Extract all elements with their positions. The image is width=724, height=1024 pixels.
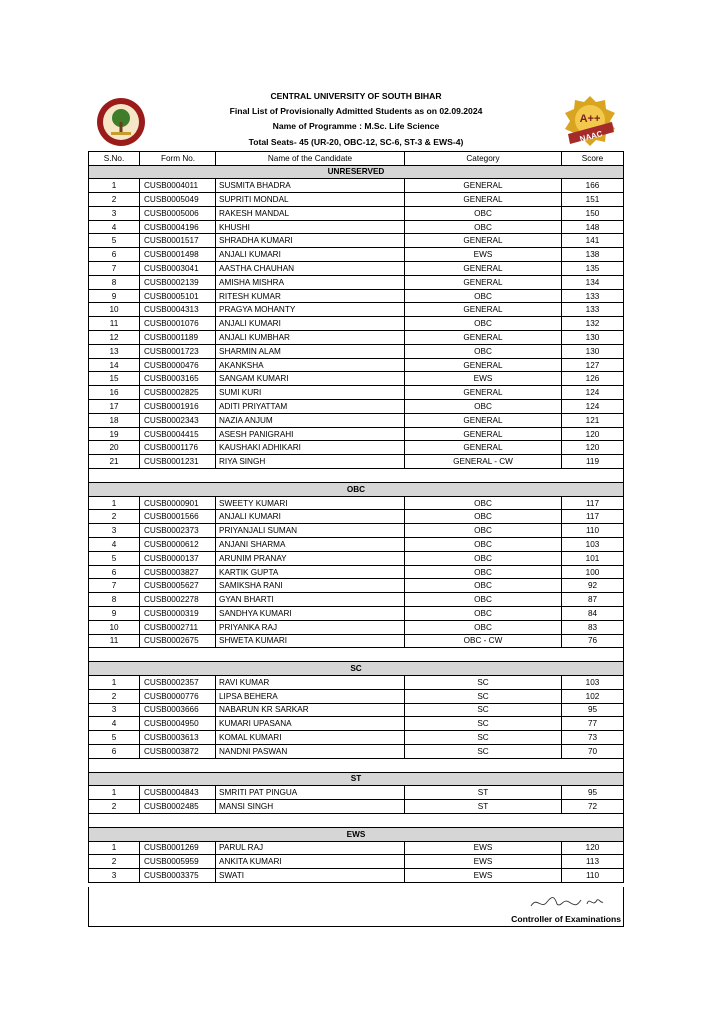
cell-form-no: CUSB0001189 [140,331,216,345]
cell-form-no: CUSB0000476 [140,358,216,372]
cell-form-no: CUSB0002711 [140,620,216,634]
signature-block [88,887,624,927]
blank-spacer-row [89,758,624,772]
column-header-form-no: Form No. [140,152,216,166]
cell-score: 101 [562,551,624,565]
cell-form-no: CUSB0002373 [140,524,216,538]
cell-score: 87 [562,593,624,607]
cell-candidate-name: RIYA SINGH [216,455,405,469]
cell-category: ST [405,786,562,800]
cell-sno: 1 [89,179,140,193]
cell-candidate-name: NABARUN KR SARKAR [216,703,405,717]
cell-category: GENERAL [405,234,562,248]
cell-candidate-name: GYAN BHARTI [216,593,405,607]
cell-score: 150 [562,206,624,220]
table-row [89,841,624,855]
cell-category: OBC [405,607,562,621]
cell-form-no: CUSB0001269 [140,841,216,855]
cell-score: 138 [562,248,624,262]
cell-sno: 2 [89,510,140,524]
naac-grade-text: A++ [579,113,601,125]
cell-sno: 1 [89,786,140,800]
cell-category: GENERAL [405,179,562,193]
cell-score: 120 [562,841,624,855]
cell-sno: 3 [89,869,140,883]
table-row [89,386,624,400]
cell-sno: 13 [89,344,140,358]
cell-score: 119 [562,455,624,469]
cell-score: 70 [562,744,624,758]
table-row [89,869,624,883]
cell-category: GENERAL [405,441,562,455]
cell-candidate-name: KAUSHAKI ADHIKARI [216,441,405,455]
cell-score: 77 [562,717,624,731]
cell-category: OBC [405,289,562,303]
cell-category: SC [405,675,562,689]
cell-score: 95 [562,786,624,800]
cell-score: 103 [562,675,624,689]
cell-category: GENERAL [405,262,562,276]
cell-sno: 15 [89,372,140,386]
cell-candidate-name: AASTHA CHAUHAN [216,262,405,276]
cell-category: OBC [405,551,562,565]
cell-candidate-name: SWEETY KUMARI [216,496,405,510]
cell-score: 113 [562,855,624,869]
table-row [89,234,624,248]
cell-category: SC [405,703,562,717]
spacer-cell [89,648,624,662]
table-row [89,717,624,731]
cell-form-no: CUSB0001723 [140,344,216,358]
cell-category: ST [405,800,562,814]
cell-score: 72 [562,800,624,814]
cell-sno: 2 [89,855,140,869]
cell-sno: 5 [89,731,140,745]
cell-sno: 7 [89,262,140,276]
table-row [89,275,624,289]
cell-form-no: CUSB0000901 [140,496,216,510]
cell-category: EWS [405,248,562,262]
cell-candidate-name: SHWETA KUMARI [216,634,405,648]
table-row [89,593,624,607]
cell-category: GENERAL [405,331,562,345]
cell-category: SC [405,689,562,703]
table-row [89,455,624,469]
table-row [89,289,624,303]
cell-score: 76 [562,634,624,648]
cell-candidate-name: ASESH PANIGRAHI [216,427,405,441]
signature-image [527,890,607,912]
cell-candidate-name: PARUL RAJ [216,841,405,855]
cell-category: GENERAL [405,413,562,427]
cell-candidate-name: SANGAM KUMARI [216,372,405,386]
list-title: Final List of Provisionally Admitted Students as on 02.09.2024 [229,106,483,116]
cell-form-no: CUSB0001916 [140,400,216,414]
cell-score: 130 [562,331,624,345]
table-row [89,427,624,441]
cell-candidate-name: SHRADHA KUMARI [216,234,405,248]
cell-category: GENERAL [405,193,562,207]
cell-category: OBC [405,400,562,414]
cell-category: OBC [405,524,562,538]
cell-candidate-name: AMISHA MISHRA [216,275,405,289]
section-title: SC [89,662,624,676]
column-header-score: Score [562,152,624,166]
cell-score: 103 [562,538,624,552]
cell-sno: 8 [89,275,140,289]
blank-spacer-row [89,813,624,827]
cell-sno: 5 [89,234,140,248]
cell-score: 120 [562,441,624,455]
cell-form-no: CUSB0001076 [140,317,216,331]
cell-candidate-name: SHARMIN ALAM [216,344,405,358]
table-row [89,786,624,800]
cell-candidate-name: ANKITA KUMARI [216,855,405,869]
cell-form-no: CUSB0005627 [140,579,216,593]
admission-list-table [88,151,624,883]
blank-spacer-row [89,648,624,662]
cell-candidate-name: NAZIA ANJUM [216,413,405,427]
table-row [89,538,624,552]
cell-form-no: CUSB0004196 [140,220,216,234]
cell-sno: 3 [89,206,140,220]
table-row [89,331,624,345]
cell-candidate-name: NANDNI PASWAN [216,744,405,758]
table-row [89,303,624,317]
cell-sno: 6 [89,248,140,262]
cell-form-no: CUSB0004415 [140,427,216,441]
section-title: UNRESERVED [89,165,624,179]
cell-candidate-name: SWATI [216,869,405,883]
cell-score: 83 [562,620,624,634]
cell-score: 141 [562,234,624,248]
cell-category: GENERAL [405,427,562,441]
cell-sno: 17 [89,400,140,414]
cell-score: 124 [562,386,624,400]
cell-score: 134 [562,275,624,289]
cell-sno: 10 [89,303,140,317]
cell-form-no: CUSB0003827 [140,565,216,579]
cell-candidate-name: ANJALI KUMARI [216,510,405,524]
cell-category: OBC [405,620,562,634]
cell-sno: 2 [89,193,140,207]
cell-candidate-name: MANSI SINGH [216,800,405,814]
cell-score: 133 [562,289,624,303]
cell-score: 126 [562,372,624,386]
table-row [89,551,624,565]
cell-sno: 21 [89,455,140,469]
cell-score: 84 [562,607,624,621]
cell-form-no: CUSB0003666 [140,703,216,717]
table-row [89,620,624,634]
spacer-cell [89,758,624,772]
cell-candidate-name: SMRITI PAT PINGUA [216,786,405,800]
section-title: OBC [89,482,624,496]
table-row [89,413,624,427]
cell-category: SC [405,731,562,745]
cell-form-no: CUSB0004313 [140,303,216,317]
cell-form-no: CUSB0005101 [140,289,216,303]
cell-category: EWS [405,855,562,869]
cell-score: 120 [562,427,624,441]
cell-category: SC [405,717,562,731]
cell-score: 127 [562,358,624,372]
cell-form-no: CUSB0005049 [140,193,216,207]
cell-form-no: CUSB0000776 [140,689,216,703]
cell-category: OBC [405,317,562,331]
cell-sno: 1 [89,675,140,689]
cell-candidate-name: ANJALI KUMBHAR [216,331,405,345]
table-row [89,634,624,648]
cell-sno: 9 [89,289,140,303]
cell-form-no: CUSB0002485 [140,800,216,814]
cell-form-no: CUSB0001517 [140,234,216,248]
cell-sno: 16 [89,386,140,400]
cell-form-no: CUSB0004011 [140,179,216,193]
cell-candidate-name: SUPRITI MONDAL [216,193,405,207]
table-row [89,496,624,510]
cell-category: GENERAL [405,275,562,289]
cell-form-no: CUSB0005006 [140,206,216,220]
cell-candidate-name: RAVI KUMAR [216,675,405,689]
cell-candidate-name: KOMAL KUMARI [216,731,405,745]
cell-form-no: CUSB0002825 [140,386,216,400]
cell-sno: 7 [89,579,140,593]
cell-category: OBC [405,510,562,524]
cell-sno: 3 [89,703,140,717]
cell-category: OBC [405,565,562,579]
cell-candidate-name: ARUNIM PRANAY [216,551,405,565]
cell-candidate-name: KARTIK GUPTA [216,565,405,579]
cell-sno: 11 [89,317,140,331]
cell-category: OBC [405,220,562,234]
programme-name: Name of Programme : M.Sc. Life Science [272,121,440,131]
cell-form-no: CUSB0001498 [140,248,216,262]
cell-score: 110 [562,869,624,883]
cell-sno: 5 [89,551,140,565]
cell-candidate-name: AKANKSHA [216,358,405,372]
cell-candidate-name: ANJANI SHARMA [216,538,405,552]
cell-score: 117 [562,510,624,524]
cell-form-no: CUSB0001231 [140,455,216,469]
cell-form-no: CUSB0003375 [140,869,216,883]
cell-score: 121 [562,413,624,427]
table-row [89,317,624,331]
cell-score: 151 [562,193,624,207]
university-name: CENTRAL UNIVERSITY OF SOUTH BIHAR [270,91,442,101]
table-row [89,400,624,414]
cell-sno: 1 [89,496,140,510]
cell-form-no: CUSB0002357 [140,675,216,689]
section-header-row [89,165,624,179]
cell-form-no: CUSB0000612 [140,538,216,552]
cell-score: 92 [562,579,624,593]
section-header-row [89,827,624,841]
table-header-row [89,152,624,166]
table-row [89,441,624,455]
cell-score: 148 [562,220,624,234]
table-body [89,165,624,882]
cell-score: 73 [562,731,624,745]
cell-candidate-name: RAKESH MANDAL [216,206,405,220]
cell-category: OBC [405,496,562,510]
section-header-row [89,772,624,786]
cell-category: OBC [405,206,562,220]
cell-candidate-name: RITESH KUMAR [216,289,405,303]
cell-category: OBC [405,593,562,607]
table-row [89,179,624,193]
cell-sno: 6 [89,565,140,579]
cell-sno: 12 [89,331,140,345]
cell-sno: 4 [89,538,140,552]
table-row [89,206,624,220]
cell-score: 135 [562,262,624,276]
cell-candidate-name: SAMIKSHA RANI [216,579,405,593]
cell-form-no: CUSB0003613 [140,731,216,745]
cell-category: OBC [405,538,562,552]
cell-candidate-name: PRAGYA MOHANTY [216,303,405,317]
cell-candidate-name: KHUSHI [216,220,405,234]
controller-of-examinations: Controller of Examinations [511,914,621,924]
cell-score: 102 [562,689,624,703]
cell-form-no: CUSB0000137 [140,551,216,565]
table-row [89,262,624,276]
table-row [89,855,624,869]
table-row [89,689,624,703]
cell-sno: 2 [89,800,140,814]
cell-form-no: CUSB0003165 [140,372,216,386]
cell-candidate-name: PRIYANKA RAJ [216,620,405,634]
cell-sno: 6 [89,744,140,758]
cell-candidate-name: SUSMITA BHADRA [216,179,405,193]
cell-sno: 9 [89,607,140,621]
section-header-row [89,662,624,676]
cell-sno: 4 [89,717,140,731]
cell-candidate-name: ANJALI KUMARI [216,248,405,262]
cell-sno: 10 [89,620,140,634]
cell-sno: 19 [89,427,140,441]
cell-category: OBC [405,579,562,593]
cell-candidate-name: SANDHYA KUMARI [216,607,405,621]
cell-form-no: CUSB0003872 [140,744,216,758]
cell-category: EWS [405,841,562,855]
section-title: EWS [89,827,624,841]
cell-form-no: CUSB0000319 [140,607,216,621]
cell-candidate-name: PRIYANJALI SUMAN [216,524,405,538]
cell-category: EWS [405,372,562,386]
cell-form-no: CUSB0003041 [140,262,216,276]
cell-form-no: CUSB0002139 [140,275,216,289]
cell-form-no: CUSB0001566 [140,510,216,524]
cell-candidate-name: SUMI KURI [216,386,405,400]
cell-score: 124 [562,400,624,414]
cell-form-no: CUSB0001176 [140,441,216,455]
table-row [89,800,624,814]
column-header-category: Category [405,152,562,166]
table-row [89,675,624,689]
cell-score: 100 [562,565,624,579]
spacer-cell [89,813,624,827]
cell-score: 133 [562,303,624,317]
table-row [89,607,624,621]
table-row [89,703,624,717]
cell-score: 166 [562,179,624,193]
table-row [89,565,624,579]
cell-category: GENERAL [405,386,562,400]
cell-sno: 11 [89,634,140,648]
cell-sno: 1 [89,841,140,855]
cell-candidate-name: ANJALI KUMARI [216,317,405,331]
column-header-sno: S.No. [89,152,140,166]
cell-category: OBC - CW [405,634,562,648]
blank-spacer-row [89,469,624,483]
table-row [89,372,624,386]
cell-category: EWS [405,869,562,883]
table-row [89,220,624,234]
cell-candidate-name: KUMARI UPASANA [216,717,405,731]
spacer-cell [89,469,624,483]
cell-candidate-name: LIPSA BEHERA [216,689,405,703]
cell-category: GENERAL [405,303,562,317]
table-row [89,579,624,593]
cell-score: 95 [562,703,624,717]
cell-sno: 8 [89,593,140,607]
total-seats: Total Seats- 45 (UR-20, OBC-12, SC-6, ST-3 & EWS-4) [248,137,464,147]
cell-score: 117 [562,496,624,510]
column-header-name: Name of the Candidate [216,152,405,166]
cell-category: GENERAL - CW [405,455,562,469]
cell-form-no: CUSB0002343 [140,413,216,427]
cell-candidate-name: ADITI PRIYATTAM [216,400,405,414]
cell-form-no: CUSB0002278 [140,593,216,607]
cell-sno: 4 [89,220,140,234]
cell-category: OBC [405,344,562,358]
table-row [89,524,624,538]
cell-form-no: CUSB0005959 [140,855,216,869]
table-row [89,358,624,372]
cell-form-no: CUSB0002675 [140,634,216,648]
cell-form-no: CUSB0004950 [140,717,216,731]
table-row [89,248,624,262]
cell-category: GENERAL [405,358,562,372]
cell-form-no: CUSB0004843 [140,786,216,800]
cell-sno: 20 [89,441,140,455]
table-row [89,344,624,358]
table-row [89,731,624,745]
table-row [89,744,624,758]
cell-score: 132 [562,317,624,331]
cell-score: 110 [562,524,624,538]
table-row [89,510,624,524]
cell-score: 130 [562,344,624,358]
cell-category: SC [405,744,562,758]
section-header-row [89,482,624,496]
naac-label-text: NAAC [578,129,604,144]
cell-sno: 2 [89,689,140,703]
table-row [89,193,624,207]
cell-sno: 3 [89,524,140,538]
cell-sno: 18 [89,413,140,427]
section-title: ST [89,772,624,786]
cell-sno: 14 [89,358,140,372]
